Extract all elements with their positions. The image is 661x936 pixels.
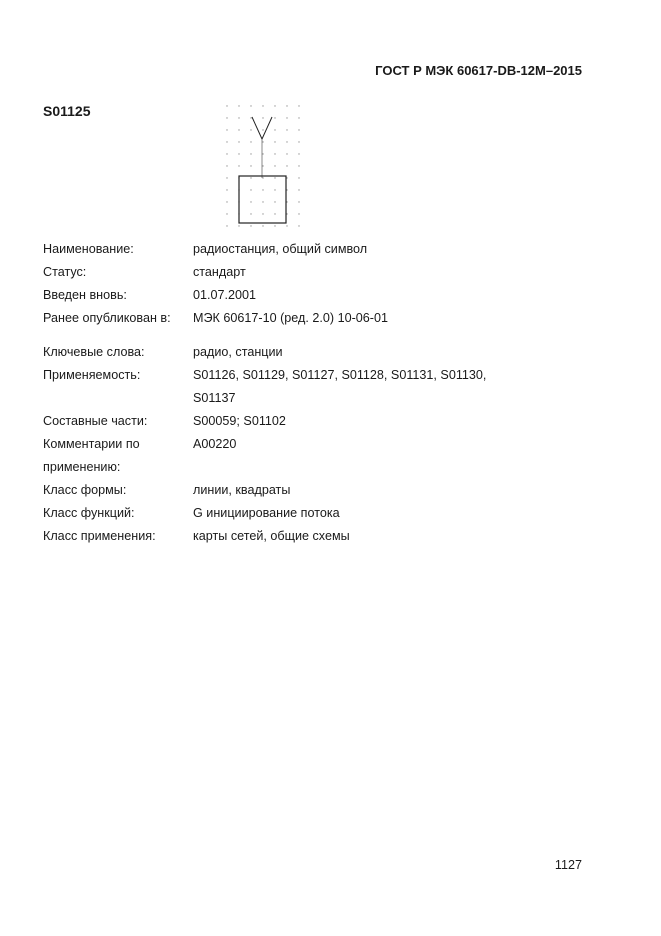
page-number: 1127 bbox=[554, 858, 582, 872]
document-header: ГОСТ Р МЭК 60617-DB-12M–2015 bbox=[375, 63, 582, 78]
symbol-code: S01125 bbox=[43, 103, 91, 119]
radio-station-symbol-icon bbox=[220, 100, 310, 235]
